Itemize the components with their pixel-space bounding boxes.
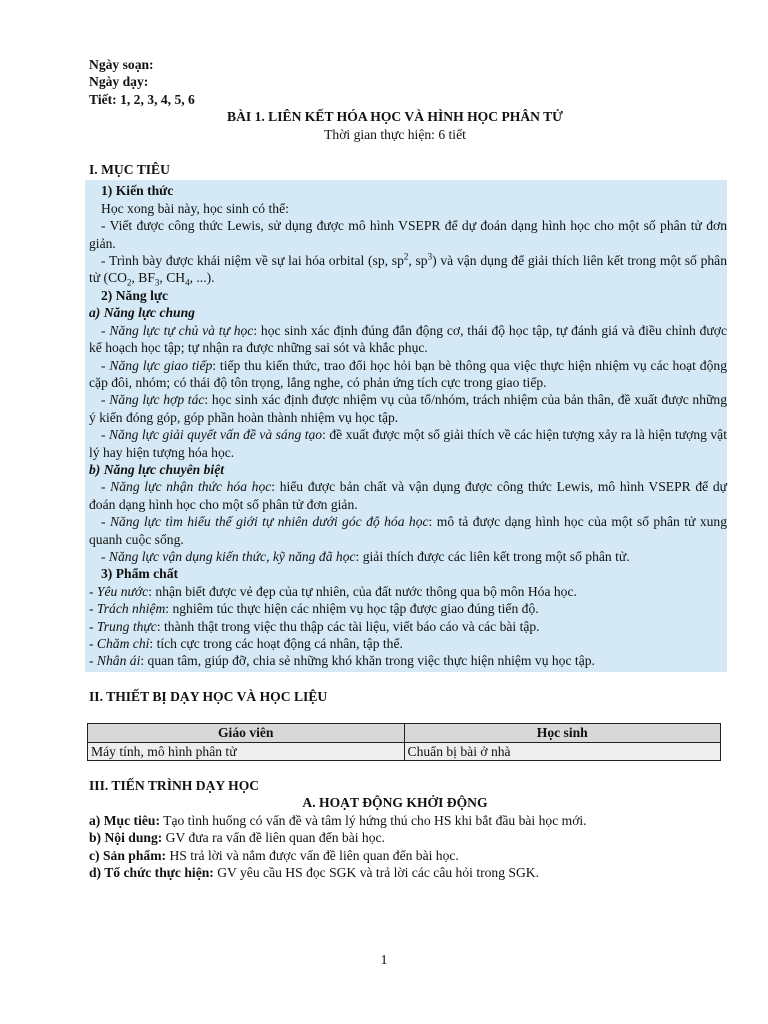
specific-competency-item: - Năng lực nhận thức hóa học: hiểu được bản chất và vận dụng được công thức Lewis, mô hình VSEPR để dự đoán dạng hình học cho một số phân tử đơn giản. — [89, 479, 728, 512]
lesson-title: BÀI 1. LIÊN KẾT HÓA HỌC VÀ HÌNH HỌC PHÂN TỬ — [227, 109, 563, 125]
general-competency-heading: a) Năng lực chung — [89, 305, 195, 321]
activity-item: c) Sản phẩm: HS trả lời và nắm được vấn đề liên quan đến bài học. — [89, 847, 459, 863]
quality-item: - Chăm chỉ: tích cực trong các hoạt động cá nhân, tập thể. — [89, 636, 403, 651]
section-objectives-heading: I. MỤC TIÊU — [89, 162, 170, 178]
quality-item: - Yêu nước: nhận biết được vẻ đẹp của tự nhiên, của đất nước thông qua bộ môn Hóa học. — [89, 583, 577, 599]
competency-item: - Năng lực giao tiếp: tiếp thu kiến thức, trao đổi học hỏi bạn bè thông qua việc thực hiện nhiệm vụ các hoạt động cặp đôi, nhóm; có thái độ tôn trọng, lắng nghe, có phản ứng tích cực trong giao tiếp. — [89, 357, 727, 390]
knowledge-heading: 1) Kiến thức — [101, 183, 174, 199]
quality-item: - Nhân ái: quan tâm, giúp đỡ, chia sẻ những khó khăn trong việc thực hiện nhiệm vụ học tập. — [89, 653, 595, 669]
page-number: 1 — [380, 953, 388, 968]
table-header-student: Học sinh — [404, 724, 721, 742]
knowledge-intro: Học xong bài này, học sinh có thể: — [101, 200, 289, 216]
date-taught: Ngày dạy: — [89, 74, 149, 90]
lesson-duration: Thời gian thực hiện: 6 tiết — [324, 126, 466, 142]
objectives-box — [85, 180, 727, 671]
competency-item: - Năng lực tự chủ và tự học: học sinh xác định đúng đắn động cơ, thái độ học tập, tự đánh giá và điều chỉnh được kế hoạch học tập; tự nhận ra được những sai sót và khắc phục. — [89, 322, 727, 356]
equipment-table — [87, 723, 721, 761]
specific-competency-item: - Năng lực tìm hiểu thế giới tự nhiên dưới góc độ hóa học: mô tả được dạng hình học của một số phân tử xung quanh cuộc sống. — [89, 514, 728, 547]
competency-item: - Năng lực hợp tác: học sinh xác định được nhiệm vụ của tổ/nhóm, trách nhiệm của bản thân, đề xuất được những ý kiến đóng góp, góp phần hoàn thành nhiệm vụ học tập. — [89, 392, 727, 425]
qualities-heading: 3) Phẩm chất — [101, 566, 179, 582]
section-equipment-heading: II. THIẾT BỊ DẠY HỌC VÀ HỌC LIỆU — [89, 688, 328, 704]
specific-competency-item: - Năng lực vận dụng kiến thức, kỹ năng đã học: giải thích được các liên kết trong một số phân tử. — [101, 548, 630, 564]
knowledge-item: - Trình bày được khái niệm về sự lai hóa orbital (sp, $sp^2$, $sp^3$) và vận dụng để giải thích liên kết trong một số phân tử ($CO_2$, $BF_3$, $CH_4$, ...). — [89, 251, 727, 289]
section-process-heading: III. TIẾN TRÌNH DẠY HỌC — [89, 778, 260, 794]
activity-heading: A. HOẠT ĐỘNG KHỞI ĐỘNG — [302, 795, 488, 811]
date-prepared: Ngày soạn: — [89, 57, 154, 72]
lesson-periods: Tiết: 1, 2, 3, 4, 5, 6 — [89, 91, 195, 107]
table-cell-teacher: Máy tính, mô hình phân tử — [88, 742, 405, 760]
activity-item: d) Tổ chức thực hiện: GV yêu cầu HS đọc SGK và trả lời các câu hỏi trong SGK. — [89, 865, 540, 881]
activity-item: b) Nội dung: GV đưa ra vấn đề liên quan đến bài học. — [89, 830, 385, 846]
competency-item: - Năng lực giải quyết vấn đề và sáng tạo: đề xuất được một số giải thích về các hiện tượng xảy ra là hiện tượng vật lý hay hiện tượng hóa học. — [89, 427, 727, 460]
table-row — [88, 742, 721, 760]
competency-heading: 2) Năng lực — [101, 287, 169, 303]
quality-item: - Trung thực: thành thật trong việc thu thập các tài liệu, viết báo cáo và các bài tập. — [89, 618, 540, 634]
table-header-teacher: Giáo viên — [88, 724, 405, 742]
table-cell-student: Chuẩn bị bài ở nhà — [404, 742, 721, 760]
quality-item: - Trách nhiệm: nghiêm túc thực hiện các nhiệm vụ học tập được giao đúng tiến độ. — [89, 601, 539, 617]
document-page — [89, 56, 728, 881]
table-header-row — [88, 724, 721, 742]
specific-competency-heading: b) Năng lực chuyên biệt — [89, 461, 225, 477]
activity-item: a) Mục tiêu: Tạo tình huống có vấn đề và tâm lý hứng thú cho HS khi bắt đầu bài học mới. — [89, 812, 587, 828]
knowledge-item: - Viết được công thức Lewis, sử dụng được mô hình VSEPR để dự đoán dạng hình học cho một số phân tử đơn giản. — [89, 218, 727, 251]
